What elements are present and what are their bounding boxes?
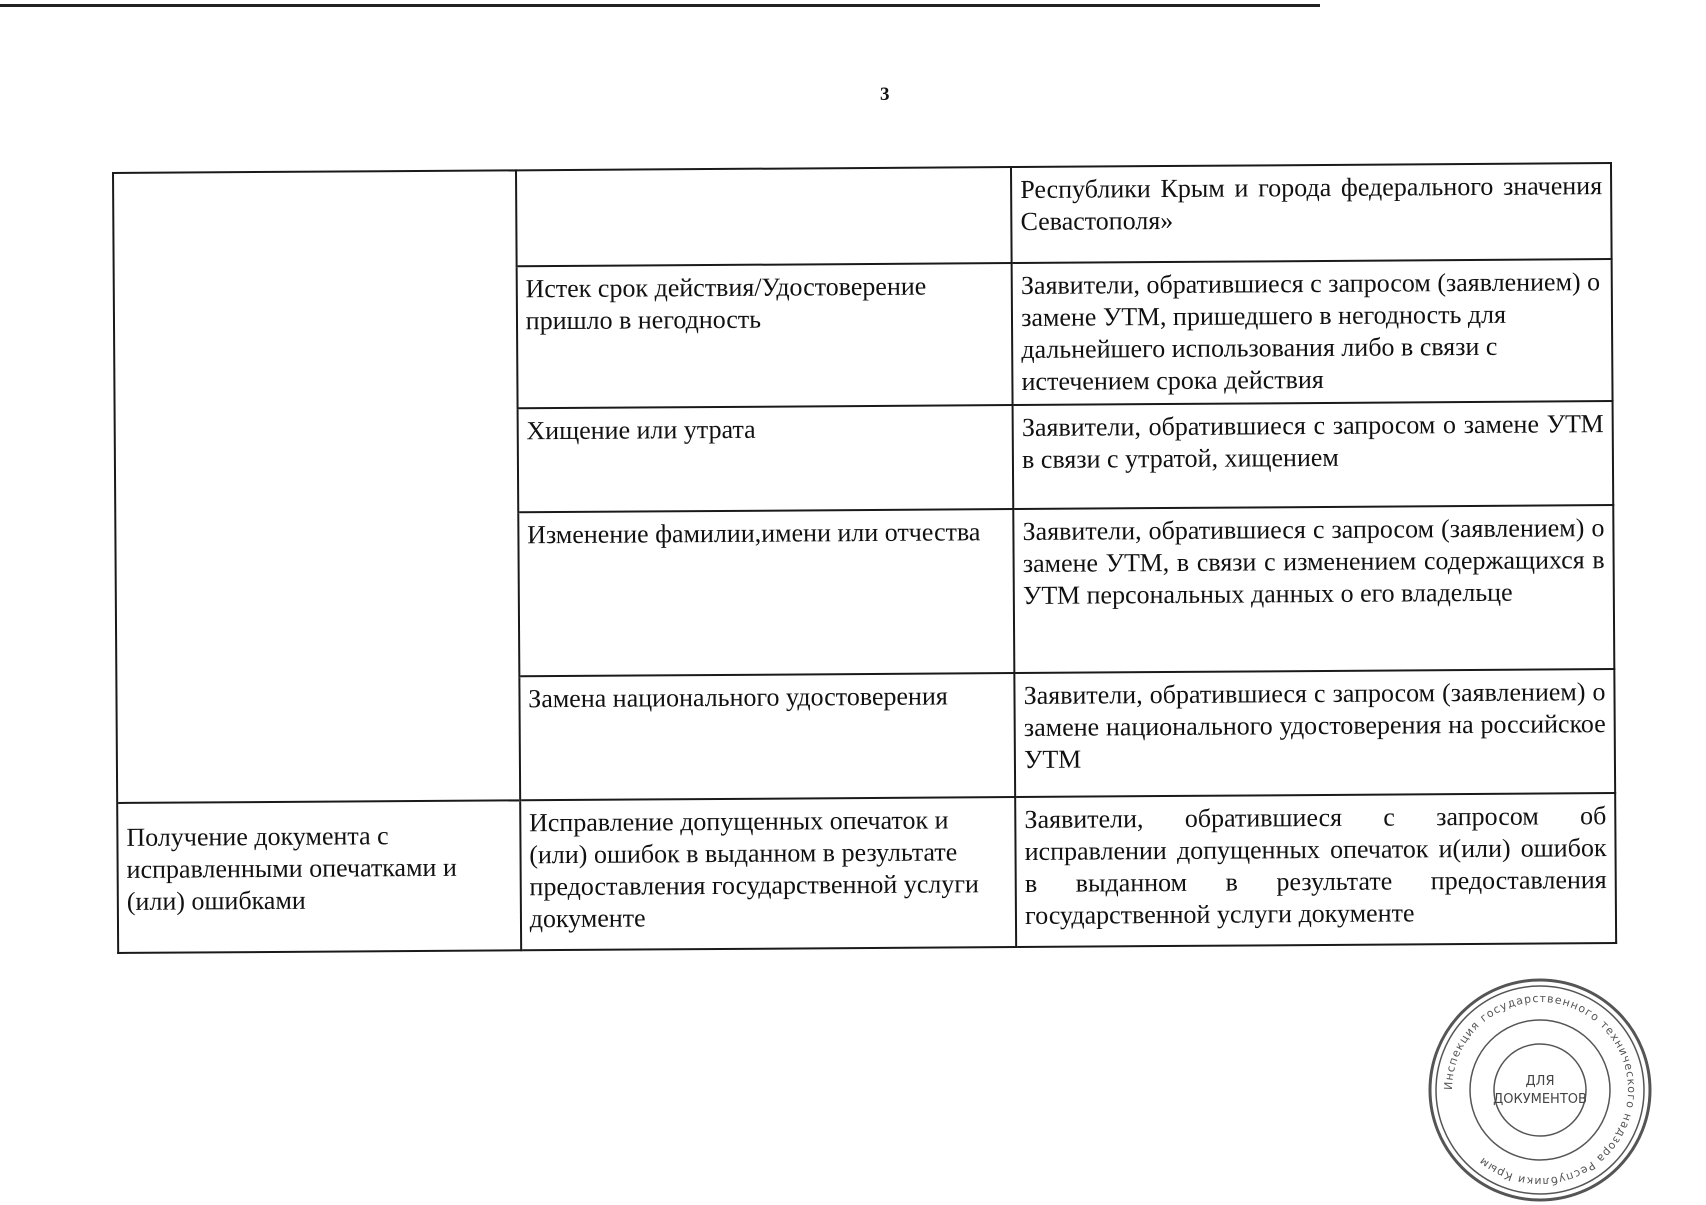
table-cell-service xyxy=(113,170,516,269)
table-cell-applicants: Заявители, обратившиеся с запросом (заявлением) о замене УТМ, пришедшего в негодность для дальнейшего использования либо в связи с истечением срока действия xyxy=(1012,259,1613,405)
page-number: 3 xyxy=(880,84,890,105)
table-cell-applicants: Заявители, обратившиеся с запросом об исправлении допущенных опечаток и(или) ошибок в выданном в результате предоставления государственной услуги документе xyxy=(1015,793,1616,947)
table-cell-service xyxy=(115,512,519,679)
stamp-ring-textpath: Инспекция государственного технического надзора Республики Крым xyxy=(1441,991,1639,1189)
stamp-center-line1: ДЛЯ xyxy=(1525,1074,1555,1089)
table-row xyxy=(115,505,1614,679)
stamp-inner-ring xyxy=(1470,1020,1610,1160)
stamp-ring-text xyxy=(1442,992,1638,1188)
official-stamp xyxy=(1425,975,1655,1205)
table-row xyxy=(115,401,1614,515)
table-cell-reason: Замена национального удостоверения xyxy=(519,673,1015,800)
table-cell-service: Получение документа с исправленными опечатками и (или) ошибками xyxy=(117,800,521,953)
table-cell-reason: Изменение фамилии,имени или отчества xyxy=(518,509,1015,676)
stamp-center-line2: ДОКУМЕНТОВ xyxy=(1493,1092,1587,1107)
table-row xyxy=(113,163,1612,269)
stamp-outer-ring-inner xyxy=(1436,986,1644,1194)
table-cell-reason: Исправление допущенных опечаток и (или) ошибок в выданном в результате предоставления государственной услуги документе xyxy=(520,797,1016,950)
table-cell-reason xyxy=(516,167,1012,266)
table-cell-reason: Истек срок действия/Удостоверение пришло в негодность xyxy=(516,263,1012,408)
table-cell-service xyxy=(114,266,518,411)
table-row xyxy=(117,793,1616,953)
table-cell-service xyxy=(116,676,520,803)
table-row xyxy=(116,669,1615,803)
stamp-outer-ring xyxy=(1430,980,1650,1200)
stamp-inner-ring-2 xyxy=(1494,1044,1586,1136)
table-cell-service xyxy=(115,408,518,515)
table-cell-applicants: Заявители, обратившиеся с запросом (заявлением) о замене УТМ, в связи с изменением содержащихся в УТМ персональных данных о его владельце xyxy=(1013,505,1614,673)
table-cell-applicants: Республики Крым и города федерального значения Севастополя» xyxy=(1011,163,1611,263)
table-cell-reason: Хищение или утрата xyxy=(517,405,1013,512)
document-table xyxy=(112,162,1617,954)
table-cell-applicants: Заявители, обратившиеся с запросом о замене УТМ в связи с утратой, хищением xyxy=(1013,401,1614,509)
table-row xyxy=(114,259,1613,411)
table-cell-applicants: Заявители, обратившиеся с запросом (заявлением) о замене национального удостоверения на российское УТМ xyxy=(1015,669,1616,797)
top-rule xyxy=(0,4,1320,7)
